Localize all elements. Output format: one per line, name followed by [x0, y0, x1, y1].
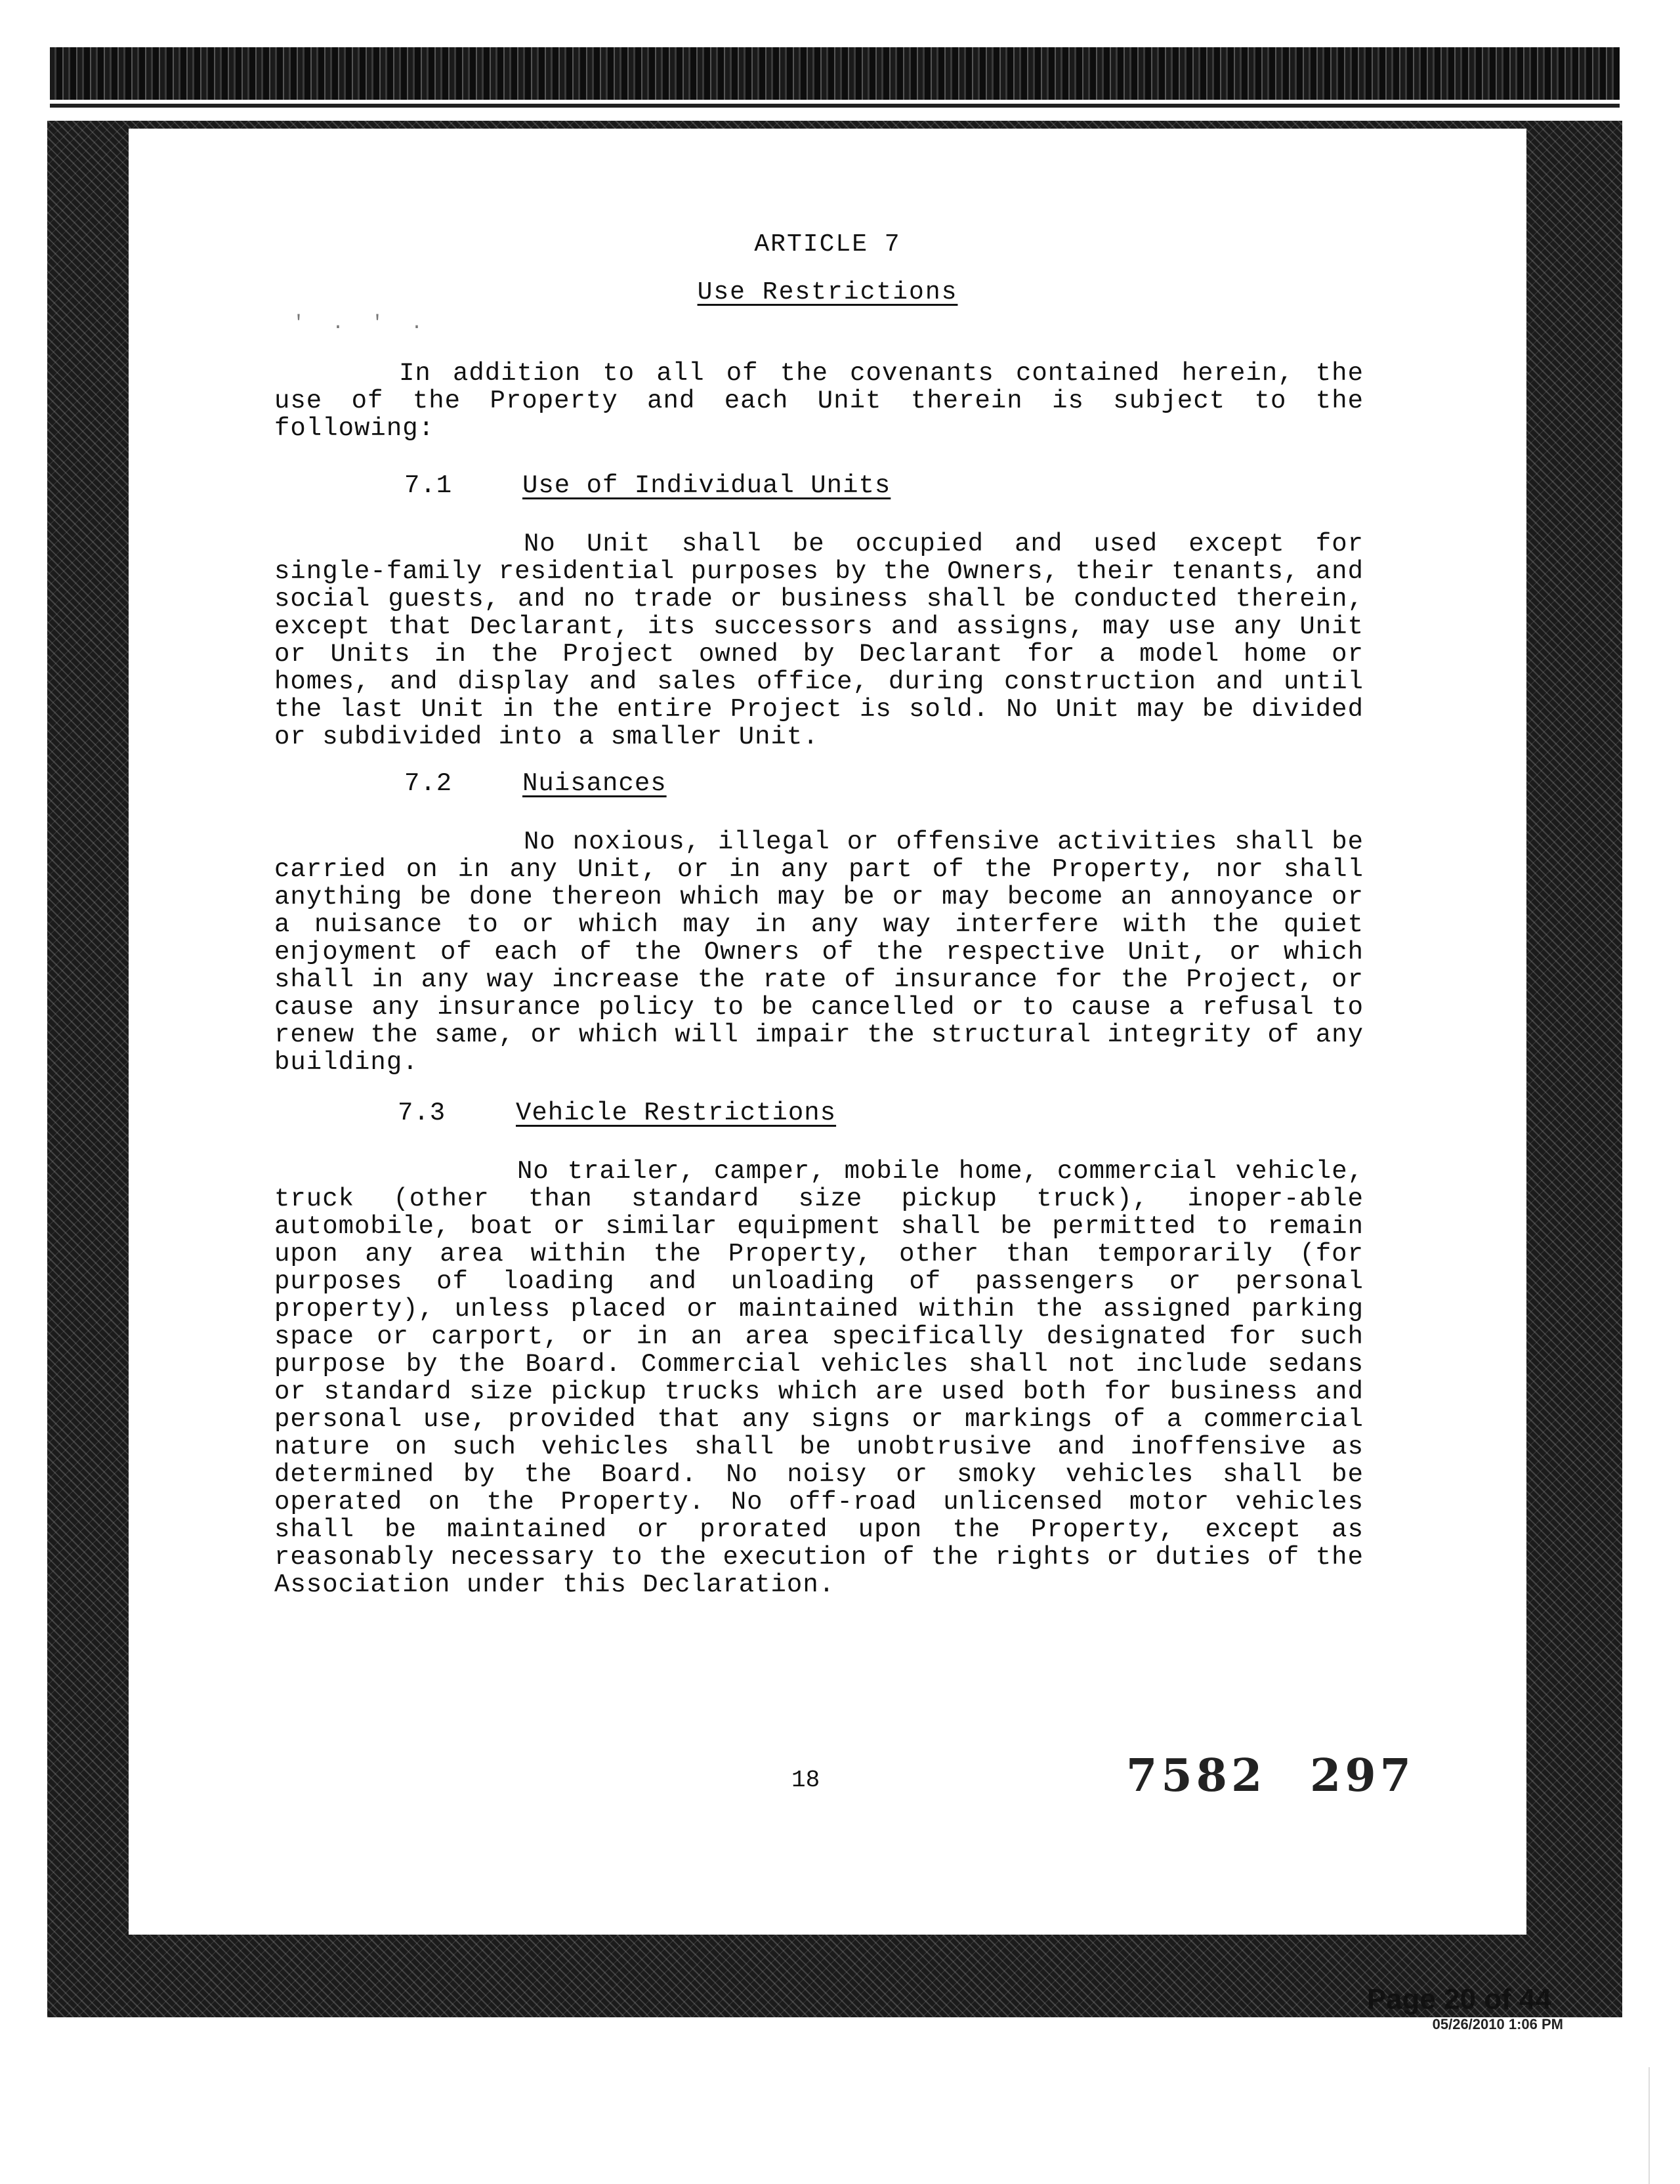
article-title: Use Restrictions [697, 278, 958, 306]
section-title: Vehicle Restrictions [516, 1099, 837, 1127]
section-title: Use of Individual Units [522, 471, 891, 500]
document-page [129, 129, 1526, 1935]
scan-edge-line [1648, 2067, 1650, 2184]
section-title: Nuisances [522, 769, 667, 798]
scan-top-band [50, 47, 1620, 100]
section-7-1-body: No Unit shall be occupied and used except for single-family residential purposes by the Owners, their tenants, and social guests, and no trade or business shall be conducted therein, except that Declarant, its successors and assigns, may use any Unit or Units in the Project owned by Declarant for a model home or homes, and display and sales office, during construction and until the last Unit in the entire Project is sold. No Unit may be divided or subdivided into a smaller Unit. [274, 530, 1364, 751]
footer-timestamp: 05/26/2010 1:06 PM [1432, 2016, 1563, 2032]
page-number: 18 [791, 1767, 820, 1794]
recording-stamp-page: 297 [1310, 1750, 1415, 1802]
article-heading: ARTICLE 7 [754, 230, 901, 259]
intro-paragraph: In addition to all of the covenants contained herein, the use of the Property and each Unit therein is subject to the following: [274, 359, 1364, 443]
section-7-2-body: No noxious, illegal or offensive activities shall be carried on in any Unit, or in any part of the Property, nor shall anything be done thereon which may be or may become an annoyance or a nuisance to or which may in any way interfere with the quiet enjoyment of each of the Owners of the respective Unit, or which shall in any way increase the rate of insurance for the Project, or cause any insurance policy to be cancelled or to cause a refusal to renew the same, or which will impair the structural integrity of any building. [274, 828, 1364, 1077]
scan-top-rule [50, 104, 1620, 108]
section-7-3-body: No trailer, camper, mobile home, commercial vehicle, truck (other than standard size pickup truck), inoper-able automobile, boat or similar equipment shall be permitted to remain upon any area within the Property, other than temporarily (for purposes of loading and unloading of passengers or personal property), unless placed or maintained within the assigned parking space or carport, or in an area specifically designated for such purpose by the Board. Commercial vehicles shall not include sedans or standard size pickup trucks which are used both for business and personal use, provided that any signs or markings of a commercial nature on such vehicles shall be unobtrusive and inoffensive as determined by the Board. No noisy or smoky vehicles shall be operated on the Property. No off-road unlicensed motor vehicles shall be maintained or prorated upon the Property, except as reasonably necessary to the execution of the rights or duties of the Association under this Declaration. [274, 1157, 1364, 1599]
scan-specks: ' . ' . [293, 312, 431, 335]
document-content [129, 129, 1526, 1935]
recording-stamp-book: 7582 [1126, 1750, 1267, 1802]
footer-page-label: Page 20 of 44 [1366, 1983, 1551, 2015]
section-number: 7.2 [404, 769, 453, 798]
section-number: 7.1 [404, 471, 453, 500]
section-number: 7.3 [398, 1099, 446, 1127]
